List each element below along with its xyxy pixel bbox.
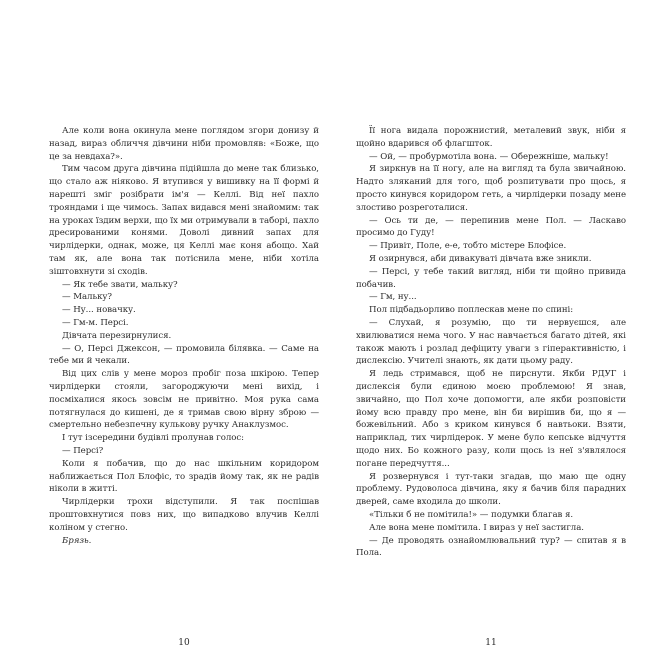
paragraph: — Мальку? xyxy=(62,292,112,303)
paragraph: — Гм, ну... xyxy=(369,292,417,303)
paragraph: — Ось ти де, — перепинив мене Пол. — Ласкаво просимо до Гуду! xyxy=(356,215,626,239)
left-page-text xyxy=(49,125,319,547)
paragraph: — Персі? xyxy=(62,445,104,456)
paragraph: Я розвернувся і тут-таки згадав, що маю ще одну проблему. Рудоволоса дівчина, яку я бачив біля парадних дверей, саме входила до школи. xyxy=(356,471,626,508)
paragraph: — Персі, у тебе такий вигляд, ніби ти щойно привида побачив. xyxy=(356,266,626,290)
paragraph: — Привіт, Поле, е-е, тобто містере Блофісе. xyxy=(369,241,567,252)
paragraph: — Слухай, я розумію, що ти нервуєшся, але хвилюватися нема чого. У нас навчається багато дітей, які також мають і розлад дефіциту уваги з гіперактивністю, і дислексію. Учителі знають, як дати цьому раду. xyxy=(356,317,626,367)
paragraph: Пол підбадьорливо поплескав мене по спині: xyxy=(369,305,574,316)
paragraph-italic: Брязь. xyxy=(62,535,92,546)
paragraph: Тим часом друга дівчина підійшла до мене так близько, що стало аж ніяково. Я втупився у вишивку на її формі й нарешті зміг розібрати ім'я — Келлі. Від неї пахло трояндами і ще чимось. Запах видався мені знайомим: так на уроках їздим верхи, що їх ми отримували в таборі, пахло дресированими конями. Доволі дивний запах для чирлідерки, однак, може, ця Келлі має коня абощо. Хай там як, але вона так потіснила мене, ніби хотіла зіштовхнути зі сходів. xyxy=(49,164,319,277)
paragraph: Я озирнувся, аби дивакуваті дівчата вже зникли. xyxy=(369,253,592,264)
page-number-right: 11 xyxy=(485,638,497,648)
paragraph: — Як тебе звати, мальку? xyxy=(62,279,178,290)
paragraph: — Ой, — пробурмотіла вона. — Обережніше, мальку! xyxy=(369,151,609,162)
paragraph: І тут ізсередини будівлі пролунав голос: xyxy=(62,433,244,444)
paragraph: — Гм-м. Персі. xyxy=(62,317,129,328)
paragraph: Але вона мене помітила. І вираз у неї застигла. xyxy=(369,522,584,533)
right-page-text xyxy=(356,125,626,560)
paragraph: — Де проводять ознайомлювальний тур? — спитав я в Пола. xyxy=(356,535,626,559)
paragraph: «Тільки б не помітила!» — подумки благав я. xyxy=(369,509,574,520)
paragraph: Але коли вона окинула мене поглядом згори донизу й назад, вираз обличчя дівчини ніби промовляв: «Боже, що це за невдаха?». xyxy=(49,126,319,162)
paragraph: Її нога видала порожнистий, металевий звук, ніби я щойно вдарився об флагшток. xyxy=(356,126,626,149)
paragraph: Я зиркнув на її ногу, але на вигляд та була звичайною. Надто зляканий для того, щоб розпитувати про щось, я просто кинувся коридором геть, а чирлідерки позаду мене злостиво розреготалися. xyxy=(356,164,626,213)
paragraph: Чирлідерки трохи відступили. Я так поспішав проштовхнутися повз них, що випадково влучив Келлі коліном у стегно. xyxy=(49,497,319,533)
left-page xyxy=(49,125,319,547)
right-page xyxy=(356,125,626,560)
paragraph: Коли я побачив, що до нас шкільним коридором наближається Пол Блофіс, то зрадів йому так, як не радів ніколи в житті. xyxy=(49,458,319,495)
paragraph: Дівчата перезирнулися. xyxy=(62,330,172,341)
page-number-left: 10 xyxy=(178,638,190,648)
paragraph: Я ледь стримався, щоб не пирснути. Якби РДУГ і дислексія були єдиною моєю проблемою! Я знав, звичайно, що Пол хоче допомогти, але якби розповісти йому всю правду про мене, він би вирішив би, що я — божевільний. Aбо з криком кинувся б навтьоки. Взяти, наприклад, тих чирлідерок. У мене було кепське відчуття щодо них. Бо кожного разу, коли щось із неї з'являлося погане передчуття... xyxy=(356,369,626,469)
paragraph: Від цих слів у мене мороз пробіг поза шкірою. Тепер чирлідерки стояли, загороджуючи мені вихід, і посміхалися якось зовсім не привітно. Моя рука сама потягнулася до кишені, де я тримав свою вірну зброю — смертельно небезпечну кулькову ручку Анаклузмос. xyxy=(49,369,319,431)
paragraph: — Ну... новачку. xyxy=(62,305,136,316)
paragraph: — О, Персі Джексон, — промовила білявка. — Саме на тебе ми й чекали. xyxy=(49,343,319,367)
